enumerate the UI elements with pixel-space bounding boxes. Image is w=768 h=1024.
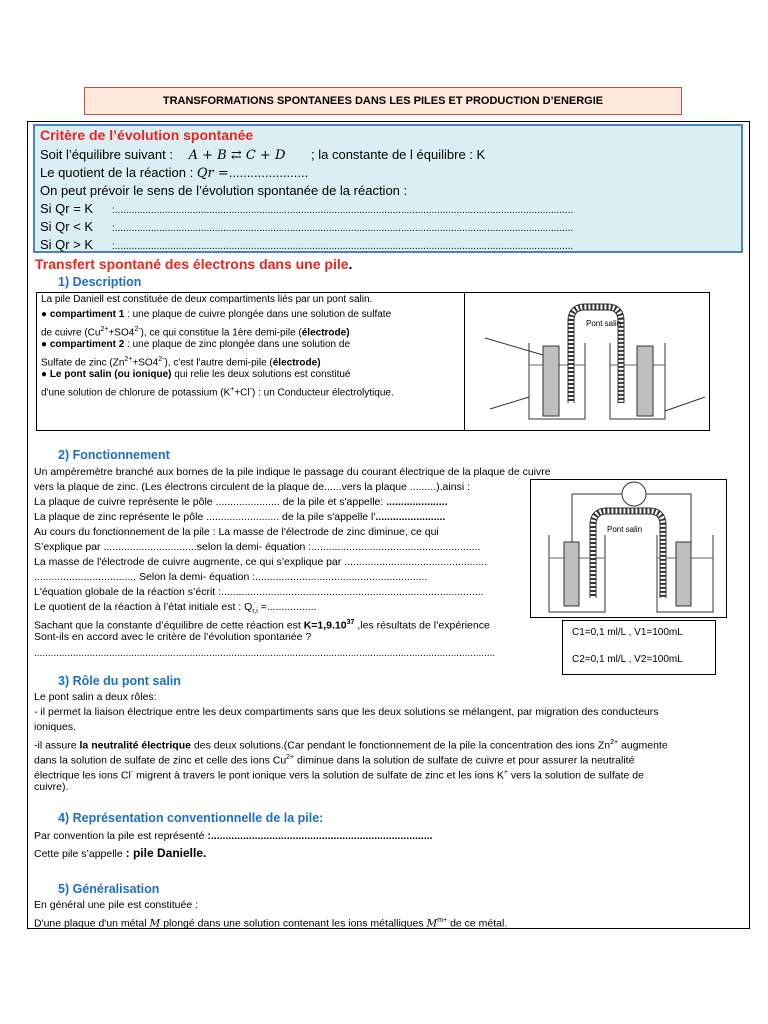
daniell-cell-diagram xyxy=(465,293,709,430)
critere-case-equal: Si Qr = K :..................................................................................................................................................................... xyxy=(40,201,574,216)
desc-line-4: ● compartiment 2 : une plaque de zinc plongée dans une solution de xyxy=(41,339,351,350)
pointer-line-2 xyxy=(490,397,529,409)
pont-line-2: - il permet la liaison électrique entre les deux compartiments sans que les deux solutions se mélangent, par migration des conducteurs xyxy=(34,706,659,718)
section-1-heading: 1) Description xyxy=(58,275,142,289)
desc-line-3: de cuivre $(Cu^{2+}+SO4^{2-})$, ce qui constitue la 1ère demi-pile (électrode) xyxy=(41,326,350,339)
pont-line-6: électrique les ions Cl- migrent à travers le pont ionique vers la solution de sulfate de zinc et les ions K+ vers la solution de sulfate de xyxy=(34,769,644,782)
desc-line-2: ● compartiment 1 : une plaque de cuivre plongée dans une solution de sulfate xyxy=(41,309,392,320)
pont-line-1: Le pont salin a deux rôles: xyxy=(34,691,157,703)
critere-case-greater: Si Qr > K :..................................................................................................................................................................... xyxy=(40,237,574,252)
repr-line-1: Par convention la pile est représenté :............................................................................ xyxy=(34,830,433,842)
fonct-line-8: ................................... Selon la demi- équation :........................................................... xyxy=(34,571,428,583)
section-3-heading: 3) Rôle du pont salin xyxy=(58,674,181,688)
section-2-heading: 2) Fonctionnement xyxy=(58,448,170,462)
copper-plate-2 xyxy=(564,542,579,606)
repr-line-2: Cette pile s’appelle : pile Danielle. xyxy=(34,846,207,860)
fonct-line-7: La masse de l'électrode de cuivre augmente, ce qui s’explique par ................................................. xyxy=(34,556,488,568)
desc-line-5: Sulfate de zinc $(Zn^{2+}+SO4^{2-})$, c'est l'autre demi-pile (électrode) xyxy=(41,356,321,369)
critere-line-2: Le quotient de la réaction : Qr =...................... xyxy=(40,165,309,181)
fonct-line-11: Sachant que la constante d’équilibre de cette réaction est $K=1,9.10^{37}$ ,les résultats de l’expérience xyxy=(34,619,490,632)
gen-line-2: D'une plaque d'un métal M plongé dans une solution contenant les ions métalliques $M^{m+}$ de ce métal. xyxy=(34,917,508,930)
critere-case-less: Si Qr < K :..................................................................................................................................................................... xyxy=(40,219,574,234)
desc-line-1: La pile Daniell est constituée de deux compartiments liés par un pont salin. xyxy=(41,294,373,305)
critere-line-3: On peut prévoir le sens de l’évolution spontanée de la réaction : xyxy=(40,183,408,198)
pont-line-5: dans la solution de sulfate de zinc et celle des ions $Cu^{2+}$ diminue dans la solution de sulfate de cuivre et pour assurer la neutralité xyxy=(34,754,635,767)
fonct-line-5: Au cours du fonctionnement de la pile : La masse de l'électrode de zinc diminue, ce qui xyxy=(34,526,439,538)
fonct-line-12: Sont-ils en accord avec le critère de l’évolution spontanée ? xyxy=(34,631,312,643)
pont-line-4: -il assure la neutralité électrique des deux solutions.(Car pendant le fonctionnement de la pile la concentration des ions $Zn^{2+}$ augmente xyxy=(34,739,668,752)
desc-line-7: d'une solution de chlorure de potassium (K++Cl-) : un Conducteur électrolytique. xyxy=(41,386,394,399)
transfert-heading: Transfert spontané des électrons dans une pile. xyxy=(35,256,353,272)
fonct-line-9: L'équation globale de la réaction s’écrit :.......................................................................................... xyxy=(34,586,484,598)
section-5-heading: 5) Généralisation xyxy=(58,882,160,896)
fonct-line-13: ...................................................................................................................................................................... xyxy=(34,648,496,659)
gen-line-1: En général une pile est constituée : xyxy=(34,899,199,911)
fonct-line-3: La plaque de cuivre représente le pôle ...................... de la pile et s'appelle: ..................... xyxy=(34,496,448,508)
fonct-line-10: Le quotient de la réaction à l’état initiale est : $Q_{r,i}$ =................. xyxy=(34,601,317,616)
pointer-line-1 xyxy=(485,338,543,355)
copper-plate xyxy=(543,346,559,416)
fonct-line-2: vers la plaque de zinc. (Les électrons circulent de la plaque de......vers la plaque .........).ainsi : xyxy=(34,481,470,493)
pont-salin-label: Pont salin xyxy=(586,319,622,328)
fonct-line-1: Un ampèremètre branché aux bornes de la pile indique le passage du courant électrique de la plaque de cuivre xyxy=(34,466,551,478)
critere-line-1: Soit l’équilibre suivant : A + B ⇄ C + D ; la constante de l équilibre : K xyxy=(40,147,486,163)
section-4-heading: 4) Représentation conventionnelle de la pile: xyxy=(58,811,324,825)
pile-ammeter-diagram xyxy=(531,480,726,617)
pont-line-3: ioniques. xyxy=(34,721,77,733)
pont-salin-label-2: Pont salin xyxy=(607,525,643,534)
pont-line-7: cuivre). xyxy=(34,781,69,793)
concentration-1: C1=0,1 ml/L , V1=100mL xyxy=(572,627,683,638)
concentration-2: C2=0,1 ml/L , V2=100mL xyxy=(572,654,683,665)
desc-line-6: ● Le pont salin (ou ionique) qui relie les deux solutions est constitué xyxy=(41,369,351,380)
fonct-line-6: S’explique par ................................selon la demi- équation :.......................................................... xyxy=(34,541,481,553)
zinc-plate-2 xyxy=(676,542,691,606)
critere-heading: Critère de l’évolution spontanée xyxy=(40,127,254,143)
ammeter-icon xyxy=(622,482,646,506)
zinc-plate xyxy=(637,346,653,416)
fonct-line-4: La plaque de zinc représente le pôle ......................... de la pile s'appelle l'........................ xyxy=(34,511,446,523)
document-title: TRANSFORMATIONS SPONTANEES DANS LES PILES ET PRODUCTION D’ENERGIE xyxy=(84,87,682,115)
pointer-line-3 xyxy=(665,397,705,411)
equilibrium-equation: A + B ⇄ C + D xyxy=(188,148,286,163)
